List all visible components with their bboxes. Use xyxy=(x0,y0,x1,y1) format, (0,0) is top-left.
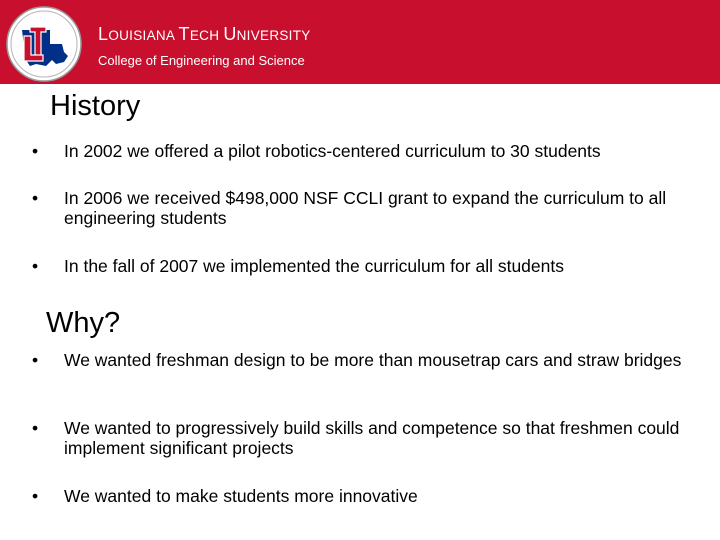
bullet-dot: • xyxy=(32,256,39,276)
bullet-dot: • xyxy=(32,350,39,370)
history-heading: History xyxy=(50,90,141,122)
bullet-dot: • xyxy=(32,141,39,161)
header-banner xyxy=(0,0,720,84)
history-bullet-3: • In the fall of 2007 we implemented the curriculum for all students xyxy=(32,256,564,276)
history-bullet-2: • In 2006 we received $498,000 NSF CCLI grant to expand the curriculum to all engineering students xyxy=(32,188,667,228)
why-heading: Why? xyxy=(46,307,121,339)
why-bullet-3: • We wanted to make students more innovative xyxy=(32,486,418,506)
history-bullet-1: • In 2002 we offered a pilot robotics-centered curriculum to 30 students xyxy=(32,141,601,161)
why-bullet-1: • We wanted freshman design to be more than mousetrap cars and straw bridges xyxy=(32,350,682,370)
bullet-dot: • xyxy=(32,418,39,438)
bullet-dot: • xyxy=(32,188,39,208)
why-bullet-2: • We wanted to progressively build skills and competence so that freshmen could implement significant projects xyxy=(32,418,680,458)
bullet-dot: • xyxy=(32,486,39,506)
university-name: LOUISIANA TECH UNIVERSITY xyxy=(98,24,311,44)
college-name: College of Engineering and Science xyxy=(98,53,305,68)
louisiana-tech-logo xyxy=(6,6,82,82)
